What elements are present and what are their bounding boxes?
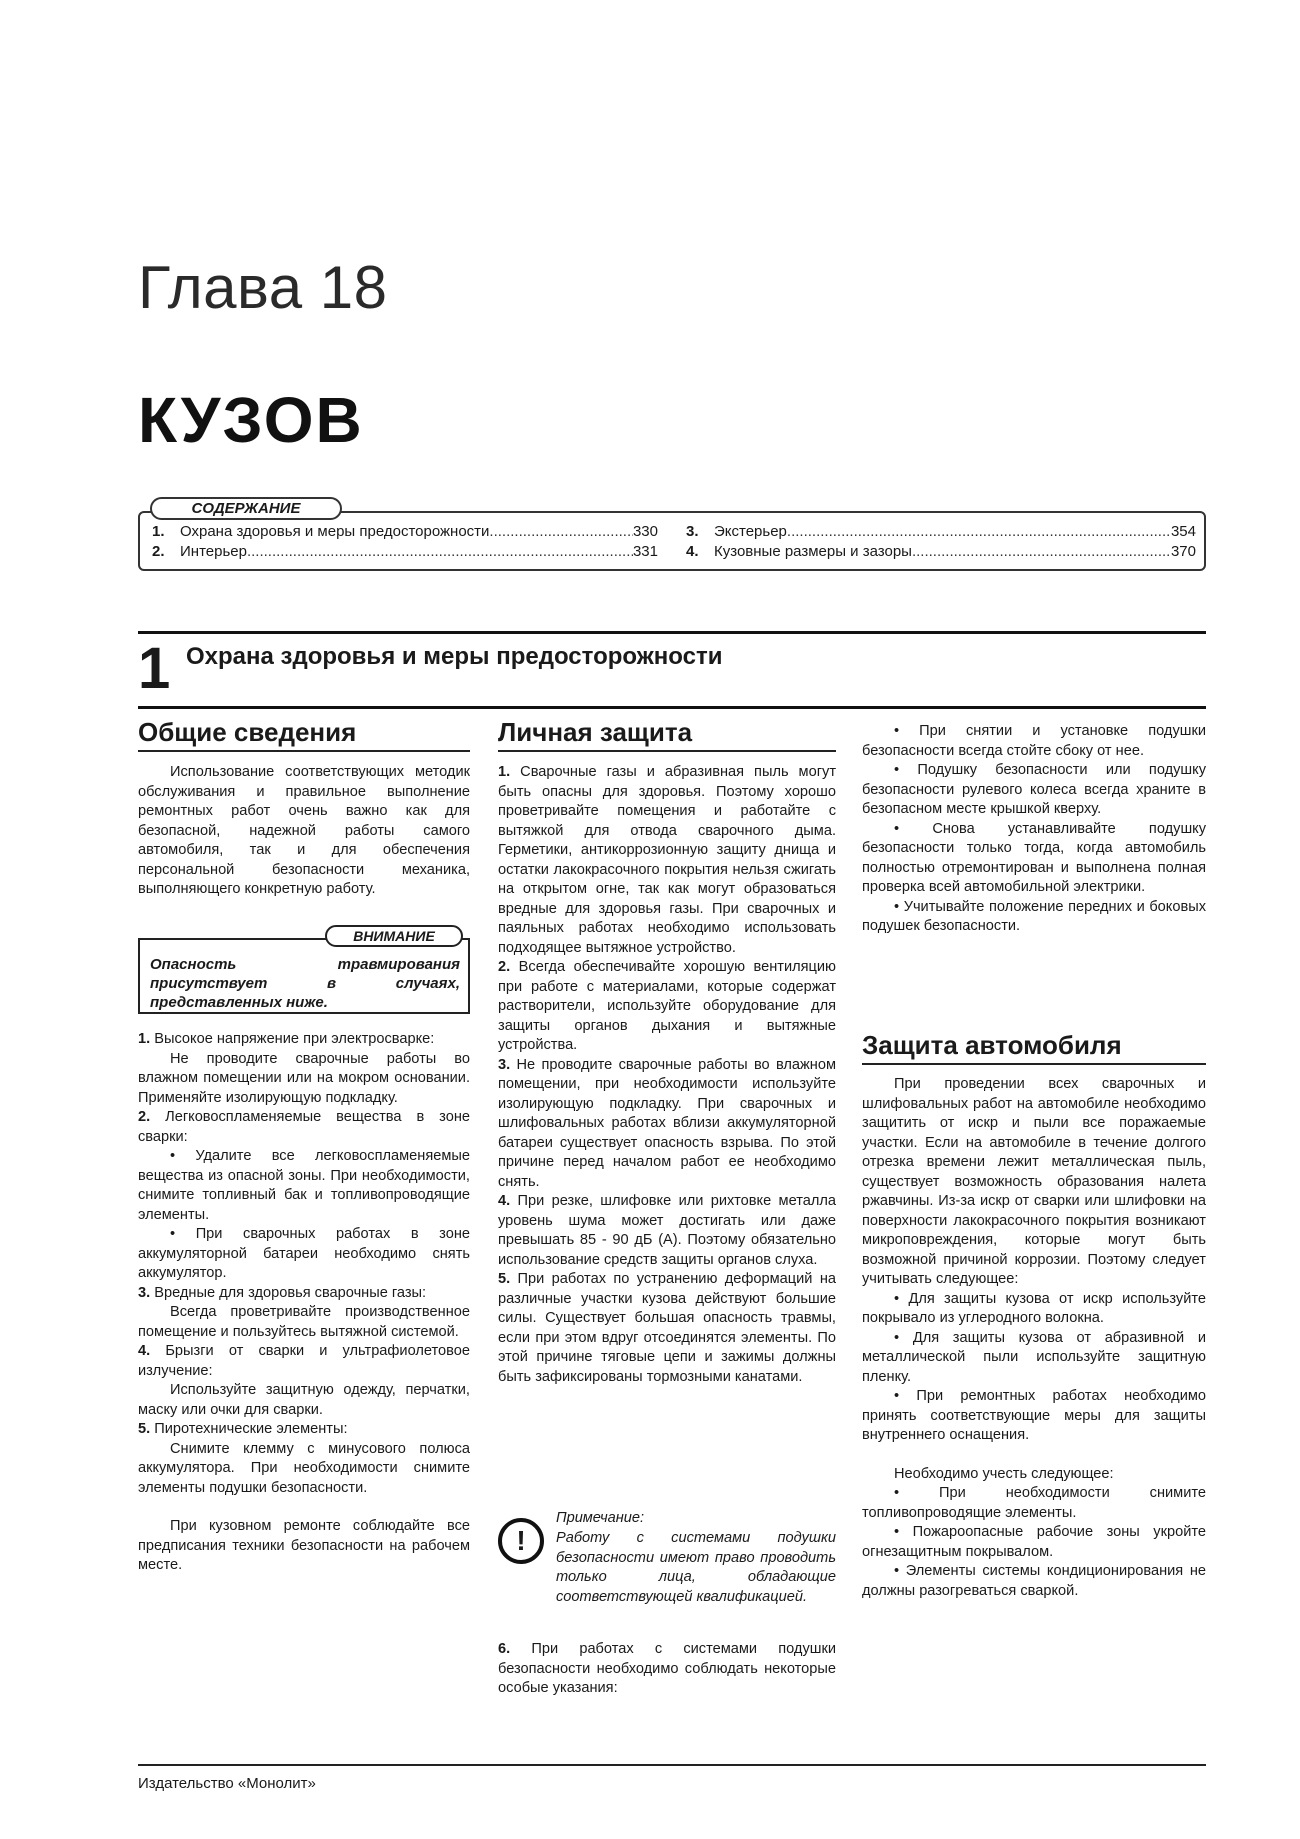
toc-leader [247,542,633,561]
toc-item-1[interactable] [152,522,658,541]
toc-item-3[interactable] [686,522,1196,541]
list-item: Всегда проветривайте производственное помещение и пользуйтесь вытяжной системой. [138,1304,470,1340]
list-item: Снимите клемму с минусового полюса аккумулятора. При необходимости снимите элементы подушки безопасности. [138,1440,470,1496]
toc-item-page: 331 [632,543,658,560]
chapter-title: КУЗОВ [138,384,364,456]
section-top-rule [138,631,1206,634]
list-item: 2. Всегда обеспечивайте хорошую вентиляцию при работе с материалами, которые содержат растворители, используйте оборудование для защиты органов дыхания и вытяжные устройства. [498,959,836,1053]
paragraph: Необходимо учесть следующее: [894,1465,1114,1482]
toc-item-text: Экстерьер [714,523,787,540]
list-item: Используйте защитную одежду, перчатки, маску или очки для сварки. [138,1382,470,1418]
toc-box [138,511,1206,571]
note-label: Примечание: [556,1510,645,1526]
list-item: 1. Высокое напряжение при электросварке: [138,1031,435,1047]
toc-item-2[interactable] [152,542,658,561]
list-item: 3. Не проводите сварочные работы во влажном помещении, при необходимости используйте изолирующую подкладку. При сварочных и шлифовальных работах вблизи аккумуляторной батареи существует опасность взрыва. По этой причине перед началом работ ее необходимо снять. [498,1056,836,1190]
section-bottom-rule [138,706,1206,709]
section-number: 1 [138,636,171,701]
toc-item-num: 2. [152,543,165,560]
toc-item-4[interactable] [686,542,1196,561]
list-item: Не проводите сварочные работы во влажном помещении или на мокром основании. Применяйте изолирующую подкладку. [138,1050,470,1106]
toc-leader [912,542,1171,561]
col2-item6 [498,1640,836,1699]
toc-leader [489,522,633,541]
toc-item-text: Кузовные размеры и зазоры [714,543,912,560]
col1-list [138,1030,470,1576]
col3-bullets-top [862,722,1206,937]
list-item: 2. Легковоспламеняемые вещества в зоне сварки: [138,1109,470,1145]
toc-leader [787,522,1171,541]
list-item: • При необходимости снимите топливопроводящие элементы. [862,1484,1206,1523]
footer-rule [138,1764,1206,1766]
list-item: • При сварочных работах в зоне аккумуляторной батареи необходимо снять аккумулятор. [138,1225,470,1284]
col1-heading-rule [138,750,470,752]
paragraph: При проведении всех сварочных и шлифовальных работ на автомобиле необходимо защитить от искр и пыли все поражаемые участки. Если на автомобиле в течение долгого отрезка времени лежит металлическая пыль, существует возможность образования налета ржавчины. Из-за искр от сварки или шлифовки на поверхности лакокрасочного покрытия возникают микроповреждения, которые могут быть возможной причиной коррозии. Поэтому следует учитывать следующее: [862,1076,1206,1287]
list-item: • При снятии и установке подушки безопасности всегда стойте сбоку от нее. [862,722,1206,761]
list-item: 4. Брызги от сварки и ультрафиолетовое излучение: [138,1343,470,1379]
col1-heading: Общие сведения [138,717,357,747]
col1-intro [138,763,470,900]
exclamation-icon: ! [498,1518,544,1564]
list-item: • При ремонтных работах необходимо принять соответствующие меры для защиты внутреннего оснащения. [862,1387,1206,1446]
col3-heading: Защита автомобиля [862,1030,1122,1060]
list-item: 1. Сварочные газы и абразивная пыль могут быть опасны для здоровья. Поэтому хорошо проветривайте помещения и работайте с вытяжкой для отвода сварочного дыма. Герметики, антикоррозионную защиту днища и остатки лакокрасочного покрытия нельзя сжигать на открытом огне, так как могут образоваться вредные для здоровья газы. При сварочных и паяльных работах необходимо использовать подходящее вытяжное устройство. [498,764,837,956]
warning-label: ВНИМАНИЕ [325,925,463,947]
list-item: • Снова устанавливайте подушку безопасности только тогда, когда автомобиль полностью отремонтирован и выполнена полная проверка всей автомобильной электрики. [862,820,1206,898]
toc-item-page: 354 [1170,523,1196,540]
toc-item-num: 3. [686,523,699,540]
list-item: • Удалите все легковоспламеняемые вещества из опасной зоны. При необходимости, снимите топливный бак и топливопроводящие элементы. [138,1147,470,1225]
list-item: 4. При резке, шлифовке или рихтовке металла уровень шума может достигать или даже превышать 85 - 90 дБ (А). Поэтому обязательно использование средств защиты органов слуха. [498,1193,836,1268]
list-item: • Для защиты кузова от абразивной и металлической пыли используйте защитную пленку. [862,1329,1206,1388]
list-item: 5. При работах по устранению деформаций на различные участки кузова действуют большие силы. Существует большая опасность травмы, если при этом вдруг отсоединятся элементы. По этой причине тяговые цепи и зажимы должны быть зафиксированы тормозными канатами. [498,1271,836,1385]
toc-item-num: 1. [152,523,165,540]
list-item: • Для защиты кузова от искр используйте покрывало из углеродного волокна. [862,1290,1206,1329]
col2-list [498,763,836,1387]
paragraph: При кузовном ремонте соблюдайте все предписания техники безопасности на рабочем месте. [138,1518,470,1573]
list-item: • Учитывайте положение передних и боковых подушек безопасности. [862,898,1206,937]
toc-heading: СОДЕРЖАНИЕ [150,497,342,520]
col2-heading-rule [498,750,836,752]
toc-item-num: 4. [686,543,699,560]
chapter-label: Глава 18 [138,254,388,321]
list-item: 5. Пиротехнические элементы: [138,1421,348,1437]
section-title: Охрана здоровья и меры предосторожности [186,643,723,670]
footer-publisher: Издательство «Монолит» [138,1775,316,1792]
toc-item-page: 330 [632,523,658,540]
list-item: • Элементы системы кондиционирования не должны разогреваться сваркой. [862,1562,1206,1601]
note-text: Работу с системами подушки безопасности имеют право проводить только лица, обладающие соответствующей квалификацией. [556,1530,836,1605]
list-item: 6. При работах с системами подушки безопасности необходимо соблюдать некоторые особые указания: [498,1641,836,1696]
toc-item-page: 370 [1170,543,1196,560]
list-item: 3. Вредные для здоровья сварочные газы: [138,1284,427,1301]
paragraph: Использование соответствующих методик обслуживания и правильное выполнение ремонтных работ очень важно как для безопасной, надежной работы самого автомобиля, так и для обеспечения персональной безопасности механика, выполняющего конкретную работу. [138,764,470,897]
list-item: • Пожароопасные рабочие зоны укройте огнезащитным покрывалом. [862,1523,1206,1562]
toc-item-text: Охрана здоровья и меры предосторожности [180,523,490,540]
toc-item-text: Интерьер [180,543,247,560]
col3-heading-rule [862,1063,1206,1065]
col3-body [862,1075,1206,1601]
warning-text: Опасность травмирования присутствует в случаях, представленных ниже. [150,956,460,1011]
col2-heading: Личная защита [498,717,693,747]
list-item: • Подушку безопасности или подушку безопасности рулевого колеса всегда храните в безопасном месте крышкой кверху. [862,761,1206,820]
